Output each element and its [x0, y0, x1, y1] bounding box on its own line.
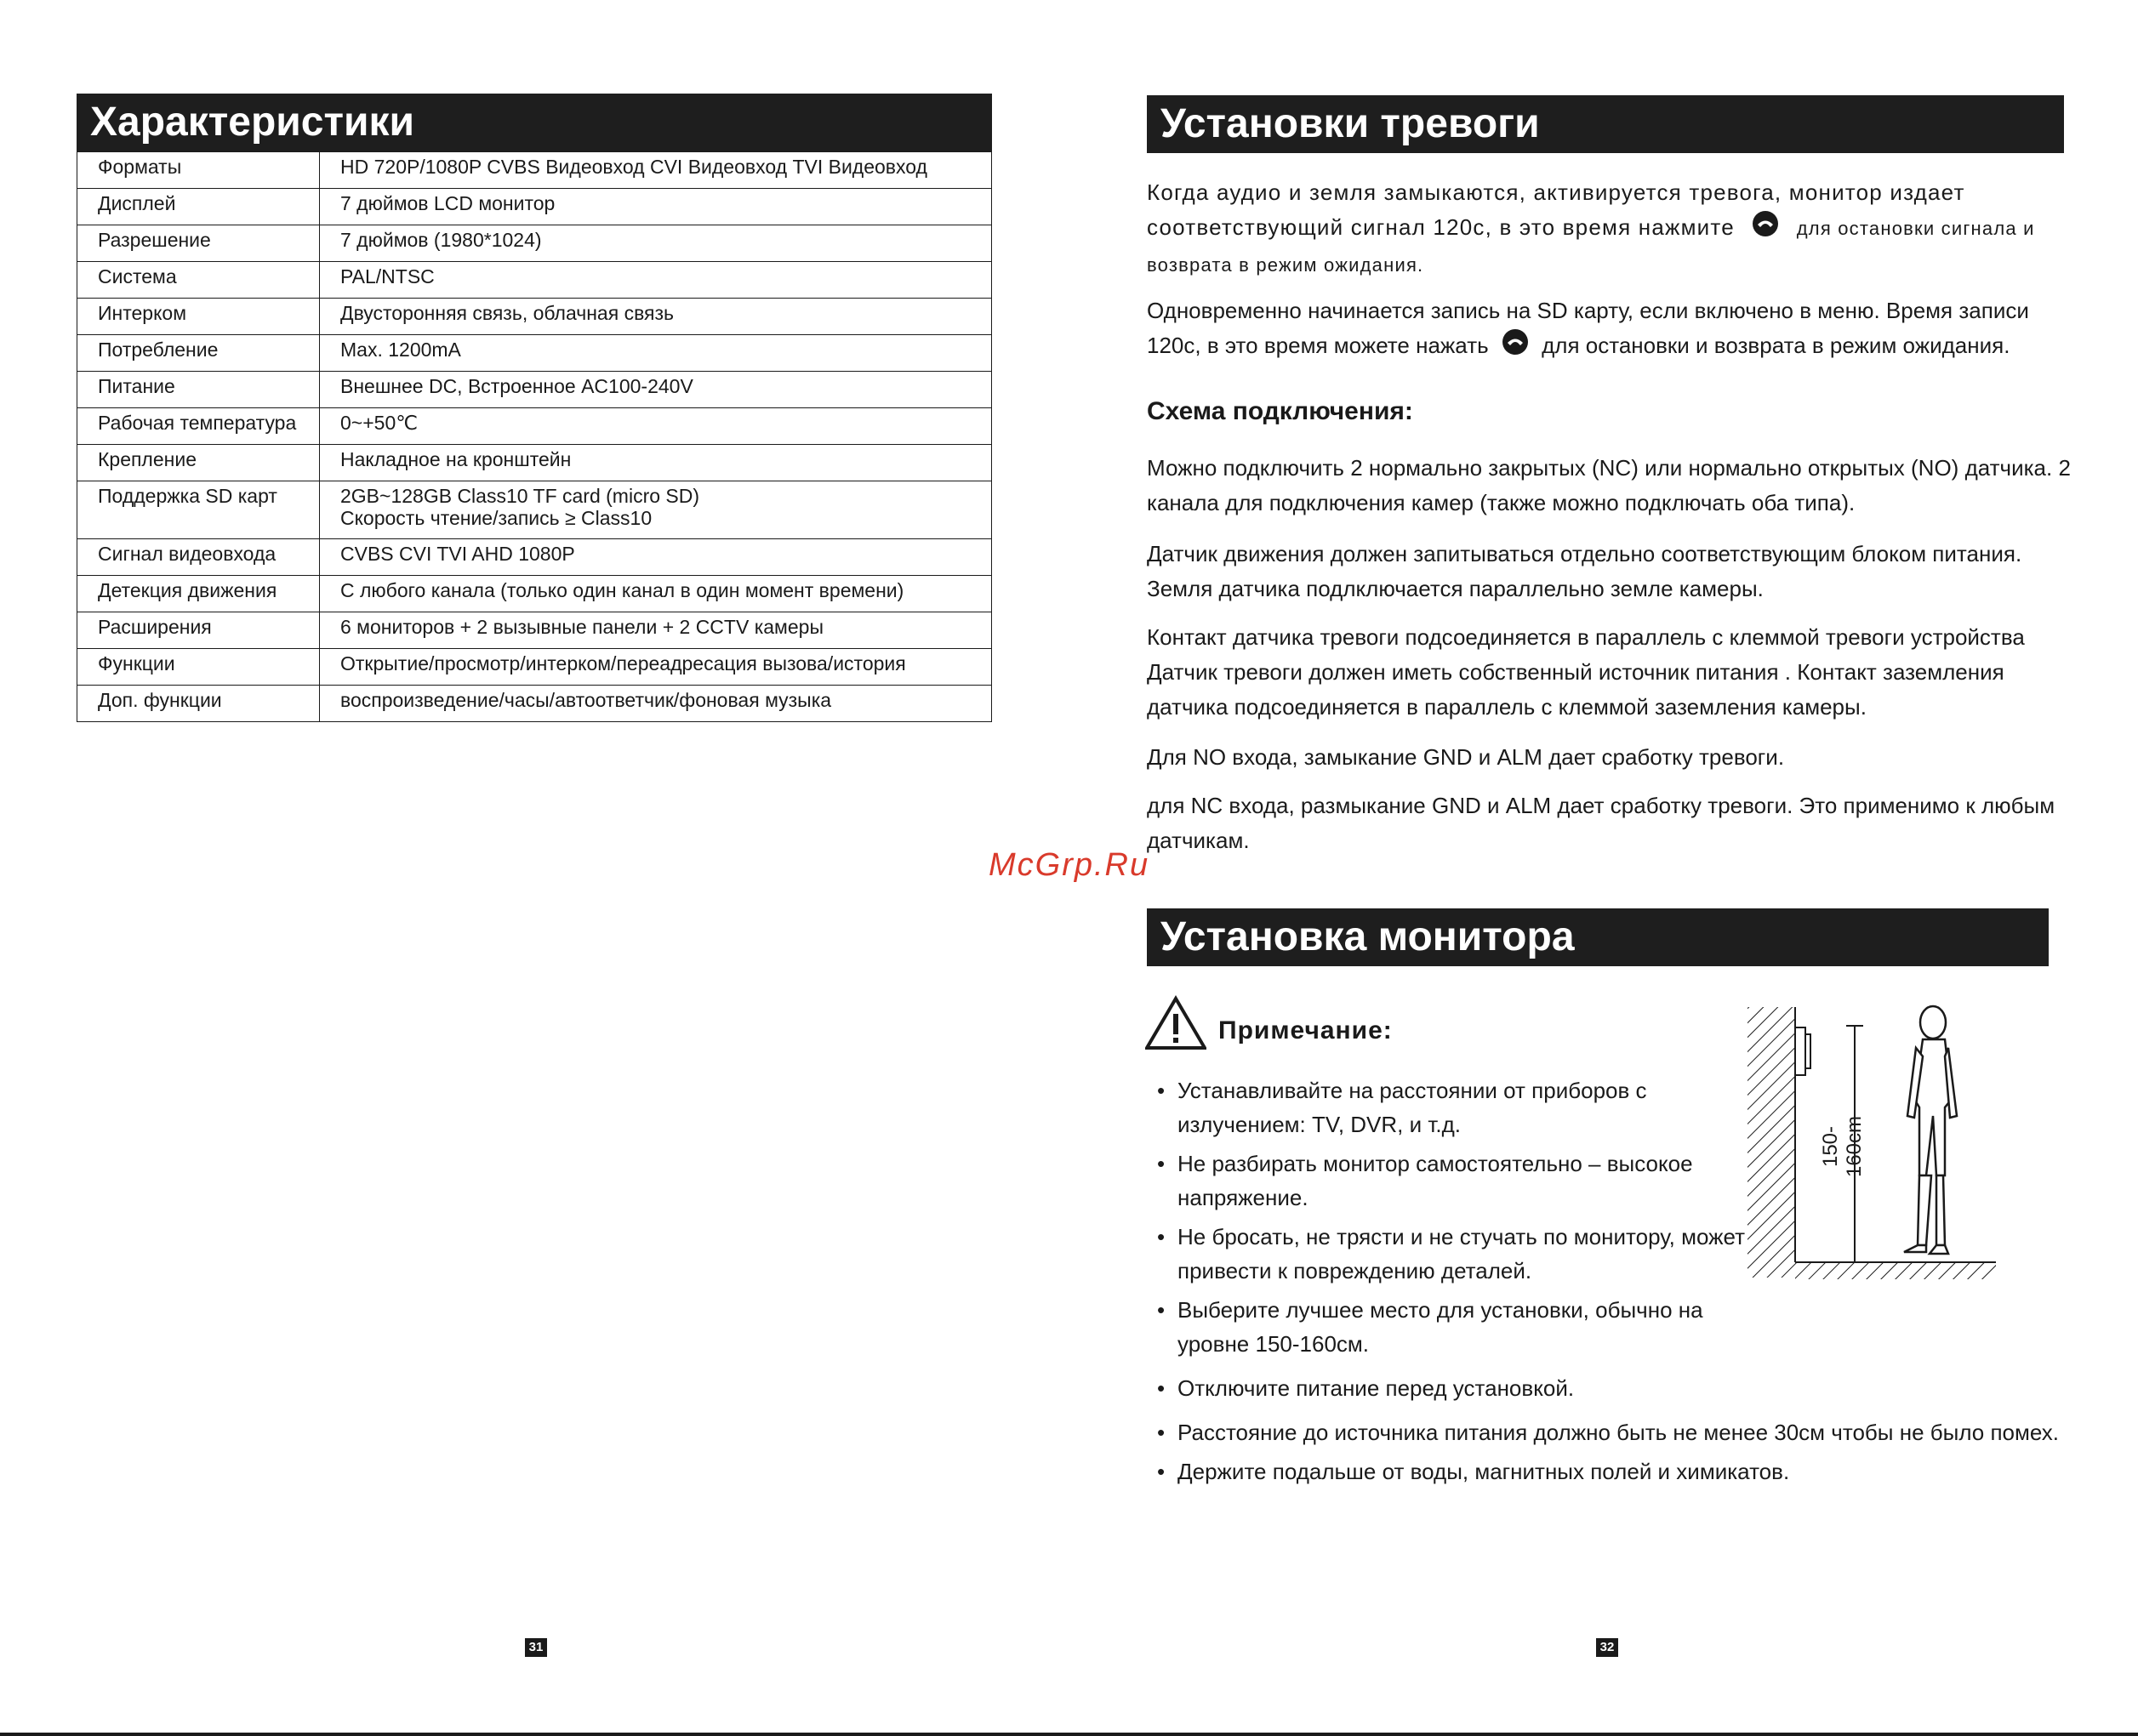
list-item: • Не бросать, не трясти и не стучать по монитору, может привести к повреждению деталей. [1154, 1220, 1773, 1288]
table-row [77, 445, 992, 481]
page-number-right: 32 [1596, 1638, 1618, 1657]
spec-key: Детекция движения [77, 576, 320, 612]
alarm-header: Установки тревоги [1147, 95, 2064, 153]
spec-key: Разрешение [77, 225, 320, 262]
table-row [77, 152, 992, 189]
list-item: • Держите подальше от воды, магнитных полей и химикатов. [1154, 1454, 2096, 1488]
scheme-paragraph: Для NO входа, замыкание GND и ALM дает сработку тревоги. [1147, 744, 1785, 770]
spec-key: Интерком [77, 299, 320, 335]
spec-key: Рабочая температура [77, 408, 320, 445]
list-item: • Устанавливайте на расстоянии от приборов с излучением: TV, DVR, и т.д. [1154, 1073, 1739, 1141]
spec-value [320, 481, 992, 539]
alarm-p1-line-1: Когда аудио и земля замыкаются, активируется тревога, монитор издает [1147, 179, 1965, 205]
alarm-p2-text-b: 120с, в это время можете нажать [1147, 333, 1489, 358]
scheme-title: Схема подключения: [1147, 397, 1413, 425]
specs-header: Характеристики [77, 94, 992, 151]
spec-key: Доп. функции [77, 686, 320, 722]
wall-icon [1747, 1007, 1795, 1278]
floor-icon [1795, 1262, 1996, 1279]
spec-key: Питание [77, 372, 320, 408]
spec-value: С любого канала (только один канал в один момент времени) [320, 576, 992, 612]
spec-value: 6 мониторов + 2 вызывные панели + 2 CCTV камеры [320, 612, 992, 649]
alarm-p2-line-1: Одновременно начинается запись на SD карту, если включено в меню. Время записи [1147, 298, 2029, 323]
scheme-paragraph: для NC входа, размыкание GND и ALM дает сработку тревоги. Это применимо к любым датчикам. [1147, 793, 2055, 853]
warning-icon [1145, 995, 1206, 1051]
table-row [77, 649, 992, 686]
spec-key: Крепление [77, 445, 320, 481]
monitor-icon [1795, 1027, 1810, 1075]
alarm-p2-line-2 [1147, 328, 2074, 366]
spec-key: Сигнал видеовхода [77, 539, 320, 576]
list-item: • Расстояние до источника питания должно быть не менее 30см чтобы не было помех. [1154, 1415, 2096, 1449]
page-number-left: 31 [525, 1638, 547, 1657]
spec-value: 0~+50℃ [320, 408, 992, 445]
spec-value: Накладное на кронштейн [320, 445, 992, 481]
spec-value: Двусторонняя связь, облачная связь [320, 299, 992, 335]
spec-key: Дисплей [77, 189, 320, 225]
spec-key: Форматы [77, 152, 320, 189]
list-item: • Отключите питание перед установкой. [1154, 1371, 2096, 1405]
alarm-paragraph-1 [1147, 175, 2074, 282]
alarm-paragraph-2 [1147, 293, 2074, 366]
table-row [77, 576, 992, 612]
spec-value: PAL/NTSC [320, 262, 992, 299]
spec-key: Расширения [77, 612, 320, 649]
spec-value: 7 дюймов LCD монитор [320, 189, 992, 225]
table-row [77, 612, 992, 649]
alarm-p1-line-3: возврата в режим ожидания. [1147, 254, 1424, 276]
spec-key: Функции [77, 649, 320, 686]
spec-key: Поддержка SD карт [77, 481, 320, 539]
specs-table [77, 151, 992, 722]
handset-icon [1752, 210, 1779, 248]
table-row [77, 539, 992, 576]
spec-value: HD 720P/1080P CVBS Видеовход CVI Видеовход TVI Видеовход [320, 152, 992, 189]
spec-value-line-1: 2GB~128GB Class10 TF card (micro SD) [340, 485, 700, 507]
table-row [77, 299, 992, 335]
spec-value: 7 дюймов (1980*1024) [320, 225, 992, 262]
table-row [77, 372, 992, 408]
spec-key: Система [77, 262, 320, 299]
height-label: 150-160cm [1819, 1115, 1866, 1178]
spec-key: Потребление [77, 335, 320, 372]
table-row [77, 225, 992, 262]
spec-value: Max. 1200mA [320, 335, 992, 372]
spec-value: Открытие/просмотр/интерком/переадресация вызова/история [320, 649, 992, 686]
handset-icon [1502, 328, 1529, 366]
list-item: • Выберите лучшее место для установки, обычно на уровне 150-160см. [1154, 1293, 1773, 1361]
table-row [77, 335, 992, 372]
scheme-paragraph: Контакт датчика тревоги подсоединяется в параллель с клеммой тревоги устройства Датчик тревоги должен иметь собственный источник питания . Контакт заземления датчика подсоединяется в параллель с клеммой заземления камеры. [1147, 624, 2025, 720]
bottom-rule [0, 1733, 2138, 1736]
table-row [77, 189, 992, 225]
table-row [77, 481, 992, 539]
table-row [77, 408, 992, 445]
scheme-paragraph: Можно подключить 2 нормально закрытых (NC) или нормально открытых (NO) датчика. 2 канала для подключения камер (также можно подключать оба типа). [1147, 455, 2071, 515]
alarm-p1-line-2 [1147, 210, 2074, 248]
alarm-p2-text-c: для остановки и возврата в режим ожидания. [1542, 333, 2010, 358]
monitor-header: Установка монитора [1147, 908, 2049, 966]
scheme-paragraph: Датчик движения должен запитываться отдельно соответствующим блоком питания. Земля датчика подлключается параллельно земле камеры. [1147, 541, 2022, 601]
installation-diagram [1744, 997, 1999, 1286]
spec-value: CVBS CVI TVI AHD 1080P [320, 539, 992, 576]
table-row [77, 686, 992, 722]
person-icon [1904, 1006, 1957, 1254]
alarm-p1-text-c: для остановки сигнала и [1796, 218, 2035, 239]
table-row [77, 262, 992, 299]
spec-value: воспроизведение/часы/автоответчик/фоновая музыка [320, 686, 992, 722]
watermark: McGrp.Ru [989, 847, 1150, 883]
alarm-p1-text-b: соответствующий сигнал 120с, в это время нажмите [1147, 214, 1735, 240]
spec-value-line-2: Скорость чтение/запись ≥ Class10 [340, 507, 653, 529]
list-item: • Не разбирать монитор самостоятельно – высокое напряжение. [1154, 1147, 1773, 1215]
spec-value: Внешнее DC, Встроенное AC100-240V [320, 372, 992, 408]
note-title: Примечание: [1218, 1016, 1393, 1044]
